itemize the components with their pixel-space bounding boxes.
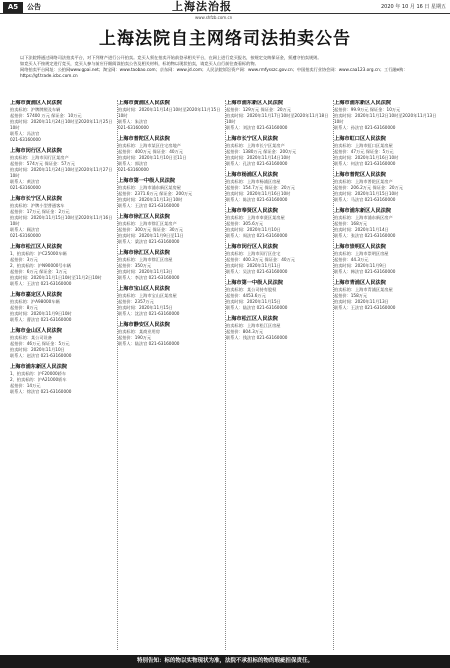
auction-notice — [118, 322, 222, 347]
notice-line: 拍卖标的：上海市长宁区某房产 — [226, 143, 285, 148]
notice-line: 1、拍卖标的：沪C25000车辆 — [10, 251, 67, 256]
notice-line: 联系人：郭法官 — [118, 161, 148, 166]
auction-notice — [334, 172, 439, 203]
notice-line: 拍卖时间：2020年11月11日 — [226, 263, 281, 268]
auction-notice — [10, 244, 114, 287]
notice-line: 拍卖时间：2020年11月13日10时 — [118, 197, 183, 202]
auction-notice — [10, 148, 114, 191]
notice-line: 2、拍卖标的：沪A21000轿车 — [10, 377, 67, 382]
notice-line: 拍卖时间：2020年11月16日10时 — [226, 191, 291, 196]
notice-line: 021-63160000 — [10, 185, 41, 190]
notice-line: 拍卖时间：2020年11月24日10时至2020年11月25日10时 — [10, 119, 113, 130]
intro-paragraph: 如竞买人不按规定进行竞买，竞买人参与前应仔细阅读拍卖公告及相关材料，标的物以现状拍卖，请竞买人自行前往查看标的物。 — [20, 61, 259, 66]
notice-line: 起拍价：6万元 保证金：1万元 — [10, 269, 67, 274]
notice-line: 联系人：王法官 021-63160000 — [334, 305, 396, 310]
court-name: 上海市徐汇区人民法院 — [118, 214, 170, 220]
page-title: 上海法院自主网络司法拍卖公告 — [99, 29, 351, 49]
notice-line: 拍卖标的：上海市徐汇区房屋 — [118, 257, 173, 262]
notice-line: 联系人：张法官 021-63160000 — [334, 233, 396, 238]
notice-line: 联系人：王法官 021-63160000 — [118, 203, 180, 208]
notice-line: 拍卖标的：上海市虹口区某房屋 — [334, 143, 393, 148]
auction-listings — [10, 100, 442, 650]
court-name: 上海市金山区人民法院 — [10, 328, 62, 334]
court-name: 上海市奉贤区人民法院 — [226, 208, 278, 214]
notice-line: 起拍价：158万元 — [334, 293, 368, 298]
intro-paragraph: 网络拍卖平台网址：公拍网www.gpai.net；淘宝网：www.taobao.com；京东网：www.jd.com；人民法院诉讼资产网：www.rmfysszc.gov.cn；中国拍卖行业协会网：www.caa123.org.cn；工行融e购：https://gf.trade.icbc.com.cn — [20, 67, 408, 78]
notice-line: 拍卖标的：上海市奉贤区某房屋 — [226, 215, 285, 220]
notice-line: 拍卖标的：沪牌小型普通客车 — [10, 203, 65, 208]
auction-notice — [10, 328, 114, 359]
masthead-logo: 上海法治报 — [172, 0, 232, 13]
notice-line: 起拍价：57400 万元 保证金：10万元 — [10, 113, 82, 118]
auction-notice — [334, 280, 439, 311]
notice-line: 起拍价：574万元 保证金：57万元 — [10, 161, 75, 166]
notice-line: 拍卖时间：2020年11月14日 — [334, 227, 389, 232]
listing-column — [226, 100, 334, 650]
notice-line: 拍卖标的：沪牌牌照及车辆 — [10, 107, 61, 112]
notice-line: 联系人：马法官 021-63160000 — [334, 197, 396, 202]
court-name: 上海市虹口区人民法院 — [334, 136, 386, 142]
notice-line: 起拍价：804.3万元 — [226, 329, 264, 334]
court-name: 上海市松江区人民法院 — [10, 244, 62, 250]
court-name: 上海市宝山区人民法院 — [118, 286, 170, 292]
auction-notice — [334, 244, 439, 275]
notice-line: 联系人：陆法官 021-63160000 — [118, 341, 180, 346]
notice-line: 起拍价：129万元 保证金：20万元 — [226, 107, 291, 112]
notice-line: 联系人：周法官 021-63160000 — [226, 233, 288, 238]
notice-line: 拍卖时间：2020年11月15日 — [226, 299, 281, 304]
auction-notice — [118, 136, 222, 173]
notice-line: 拍卖标的：上海市闵行区某房产 — [10, 155, 69, 160]
notice-line: 起拍价：3万元 — [10, 257, 38, 262]
auction-notice — [118, 100, 222, 131]
notice-line: 起拍价：300万元 保证金：30万元 — [118, 227, 183, 232]
court-name: 上海市松江区人民法院 — [226, 316, 278, 322]
auction-notice — [334, 136, 439, 167]
court-name: 上海市徐汇区人民法院 — [118, 250, 170, 256]
notice-line: 起拍价：190万元 — [118, 335, 152, 340]
notice-line: 起拍价：44.3万元 — [334, 257, 369, 262]
notice-line: 拍卖标的：上海市青浦区某房屋 — [334, 287, 393, 292]
notice-line: 起拍价：168万元 — [334, 221, 368, 226]
notice-line: 联系人：何法官 021-63160000 — [334, 161, 396, 166]
notice-line: 拍卖标的：上海市浦东新区房产 — [334, 215, 393, 220]
notice-line: 拍卖时间：2020年11月12日10时至2020年11月13日10时 — [334, 113, 437, 124]
section-label: 公告 — [27, 3, 41, 11]
auction-notice — [226, 208, 330, 239]
notice-line: 联系人：沈法官 021-63160000 — [118, 311, 180, 316]
court-name: 上海市黄浦区人民法院 — [118, 100, 170, 106]
notice-line: 拍卖标的：上海市某区住宅房地产 — [118, 143, 181, 148]
notice-line: 起拍价：206.2万元 保证金：20万元 — [334, 185, 403, 190]
notice-line: 联系人：李法官 021-63160000 — [118, 275, 180, 280]
notice-line: 拍卖标的：上海市普陀区某房产 — [334, 179, 393, 184]
notice-line: 起拍价：1380万元 保证金：200万元 — [226, 149, 297, 154]
court-name: 上海市普陀区人民法院 — [334, 172, 386, 178]
notice-line: 拍卖时间：2020年11月13日 — [118, 269, 173, 274]
notice-line: 拍卖时间：2020年11月14日10时至2020年11月15日10时 — [118, 107, 221, 118]
court-name: 上海市青浦区人民法院 — [334, 280, 386, 286]
intro-text — [20, 55, 432, 79]
notice-line: 起拍价：8万元 — [10, 305, 38, 310]
notice-line: 拍卖标的：上海市闵行区住宅 — [226, 251, 281, 256]
notice-line: 拍卖标的：上海市松江区房屋 — [226, 323, 281, 328]
notice-line: 起拍价：2371.6万元 保证金：200万元 — [118, 191, 193, 196]
auction-notice — [226, 100, 330, 131]
notice-line: 拍卖时间：2020年11月15日10时 — [334, 191, 399, 196]
top-bar — [0, 0, 450, 14]
auction-notice — [118, 214, 222, 245]
notice-line: 拍卖时间：2020年11月9日10时 — [10, 311, 72, 316]
court-name: 上海市崇明区人民法院 — [334, 244, 386, 250]
auction-notice — [10, 292, 114, 323]
notice-line: 拍卖标的：某商业用房 — [118, 329, 160, 334]
notice-line: 起拍价：46万元 保证金：5万元 — [10, 341, 70, 346]
court-name: 上海市浦东新区人民法院 — [226, 100, 284, 106]
notice-line: 起拍价：2357万元 — [118, 299, 154, 304]
intro-paragraph: 以下法院将通过网络司法拍卖平台，对下列财产进行公开拍卖。竞买人须在拍卖开始前登录相关平台，在网上进行竞买报名，按规定交纳保证金，须遵守拍卖规则。 — [20, 55, 322, 60]
notice-line: 联系人：王法官 021-63160000 — [10, 281, 72, 286]
notice-line: 联系人：孙法官 021-63160000 — [334, 125, 396, 130]
auction-notice — [226, 244, 330, 275]
notice-line: 联系人：朱法官 — [118, 119, 148, 124]
notice-line: 联系人：徐法官 021-63160000 — [10, 389, 72, 394]
notice-line: 起拍价：400.3万元 保证金：40万元 — [226, 257, 295, 262]
notice-line: 联系人：钱法官 021-63160000 — [226, 335, 288, 340]
notice-line: 联系人：陆法官 021-63160000 — [226, 305, 288, 310]
court-name: 上海市第一中级人民法院 — [118, 178, 176, 184]
auction-notice — [334, 208, 439, 239]
notice-line: 021-63160000 — [10, 137, 41, 142]
auction-notice — [226, 280, 330, 311]
notice-line: 021-63160000 — [10, 233, 41, 238]
notice-line: 起拍价：305.6万元 — [226, 221, 264, 226]
notice-line: 拍卖时间：2020年11月14日10时 — [226, 155, 291, 160]
notice-line: 拍卖时间：2020年11月9日至11日 — [118, 233, 184, 238]
court-name: 上海市浦东新区人民法院 — [334, 208, 392, 214]
auction-notice — [10, 364, 114, 395]
auction-notice — [226, 172, 330, 203]
notice-line: 联系人：刘法官 021-63160000 — [226, 125, 288, 130]
notice-line: 021-63160000 — [118, 125, 149, 130]
notice-line: 拍卖标的：上海市杨浦区房屋 — [226, 179, 281, 184]
notice-line: 联系人：黄法官 — [10, 179, 40, 184]
notice-line: 拍卖时间：2020年11月9日 — [334, 263, 387, 268]
court-name: 上海市闵行区人民法院 — [10, 148, 62, 154]
auction-notice — [118, 250, 222, 281]
notice-line: 联系人：韩法官 021-63160000 — [334, 269, 396, 274]
notice-line: 拍卖标的：沪A98000车辆 — [10, 299, 60, 304]
listing-column — [334, 100, 442, 650]
notice-line: 起拍价：99.9万元 保证金：10万元 — [334, 107, 401, 112]
court-name: 上海市静安区人民法院 — [118, 322, 170, 328]
notice-line: 拍卖时间：2020年11月10日至11日 — [118, 155, 187, 160]
notice-line: 拍卖标的：某公司持有股权 — [226, 287, 277, 292]
notice-line: 联系人：赵法官 021-63160000 — [10, 353, 72, 358]
notice-line: 021-63160000 — [118, 167, 149, 172]
notice-line: 拍卖时间：2020年11月15日 — [118, 305, 173, 310]
court-name: 上海市第一中级人民法院 — [226, 280, 284, 286]
notice-line: 起拍价：4453.6万元 — [226, 293, 266, 298]
listing-column — [10, 100, 118, 650]
notice-line: 拍卖标的：上海市浦东新区某房屋 — [118, 185, 181, 190]
notice-line: 联系人：吴法官 021-63160000 — [226, 269, 288, 274]
notice-line: 拍卖标的：某公司设备 — [10, 335, 52, 340]
notice-line: 联系人：顾法官 — [10, 227, 40, 232]
notice-line: 联系人：陈法官 021-63160000 — [226, 197, 288, 202]
notice-line: 拍卖时间：2020年11月24日10时至2020年11月27日10时 — [10, 167, 113, 178]
court-name: 上海市闵行区人民法院 — [226, 244, 278, 250]
auction-notice — [118, 178, 222, 209]
auction-notice — [118, 286, 222, 317]
notice-line: 拍卖时间：2020年11月10日 — [10, 347, 65, 352]
site-url: www.shfzb.com.cn — [195, 15, 233, 20]
notice-line: 1、拍卖标的：沪F20000轿车 — [10, 371, 67, 376]
notice-line: 2、拍卖标的：沪N90000号车辆 — [10, 263, 71, 268]
footer-notice: 特别告知：标的物以实物现状为准，法院不承担标的物的瑕疵担保责任。 — [0, 655, 450, 668]
court-name: 上海市嘉定区人民法院 — [10, 292, 62, 298]
listing-column — [118, 100, 226, 650]
notice-line: 联系人：梁法官 021-63160000 — [118, 239, 180, 244]
notice-line: 拍卖时间：2020年11月10日 — [226, 227, 281, 232]
auction-notice — [334, 100, 439, 131]
court-name: 上海市长宁区人民法院 — [10, 196, 62, 202]
court-name: 上海市浦东新区人民法院 — [10, 364, 68, 370]
notice-line: 起拍价：47万元 保证金：5万元 — [334, 149, 394, 154]
court-name: 上海市普陀区人民法院 — [118, 136, 170, 142]
notice-line: 起拍价：17万元 保证金：2万元 — [10, 209, 70, 214]
notice-line: 拍卖时间：2020年11月15日10时至2020年11月16日10时 — [10, 215, 113, 226]
notice-line: 拍卖时间：2020年11月17日10时至2020年11月18日10时 — [226, 113, 329, 124]
court-name: 上海市长宁区人民法院 — [226, 136, 278, 142]
auction-notice — [10, 100, 114, 143]
notice-line: 拍卖标的：上海市崇明区房屋 — [334, 251, 389, 256]
auction-notice — [226, 136, 330, 167]
notice-line: 起拍价：400万元 保证金：40万元 — [118, 149, 183, 154]
notice-line: 拍卖时间：2020年11月13日 — [334, 299, 389, 304]
auction-notice — [226, 316, 330, 341]
notice-line: 拍卖时间：2020年11月1日10时至11月2日10时 — [10, 275, 102, 280]
notice-line: 联系人：孔法官 021-63160000 — [226, 161, 288, 166]
page-number-badge: A5 — [3, 2, 23, 13]
notice-line: 起拍价：14万元 — [10, 383, 41, 388]
issue-date: 2020 年 10 月 16 日 星期五 — [381, 4, 446, 10]
court-name: 上海市黄浦区人民法院 — [10, 100, 62, 106]
notice-line: 拍卖标的：上海市宝山区某房屋 — [118, 293, 177, 298]
auction-notice — [10, 196, 114, 239]
court-name: 上海市杨浦区人民法院 — [226, 172, 278, 178]
notice-line: 拍卖标的：上海市徐汇区某房产 — [118, 221, 177, 226]
notice-line: 起拍价：154.7万元 保证金：20万元 — [226, 185, 295, 190]
notice-line: 起拍价：350万元 — [118, 263, 152, 268]
notice-line: 联系人：冯法官 — [10, 131, 40, 136]
notice-line: 联系人：曹法官 021-63160000 — [10, 317, 72, 322]
notice-line: 拍卖时间：2020年11月16日10时 — [334, 155, 399, 160]
court-name: 上海市浦东新区人民法院 — [334, 100, 392, 106]
